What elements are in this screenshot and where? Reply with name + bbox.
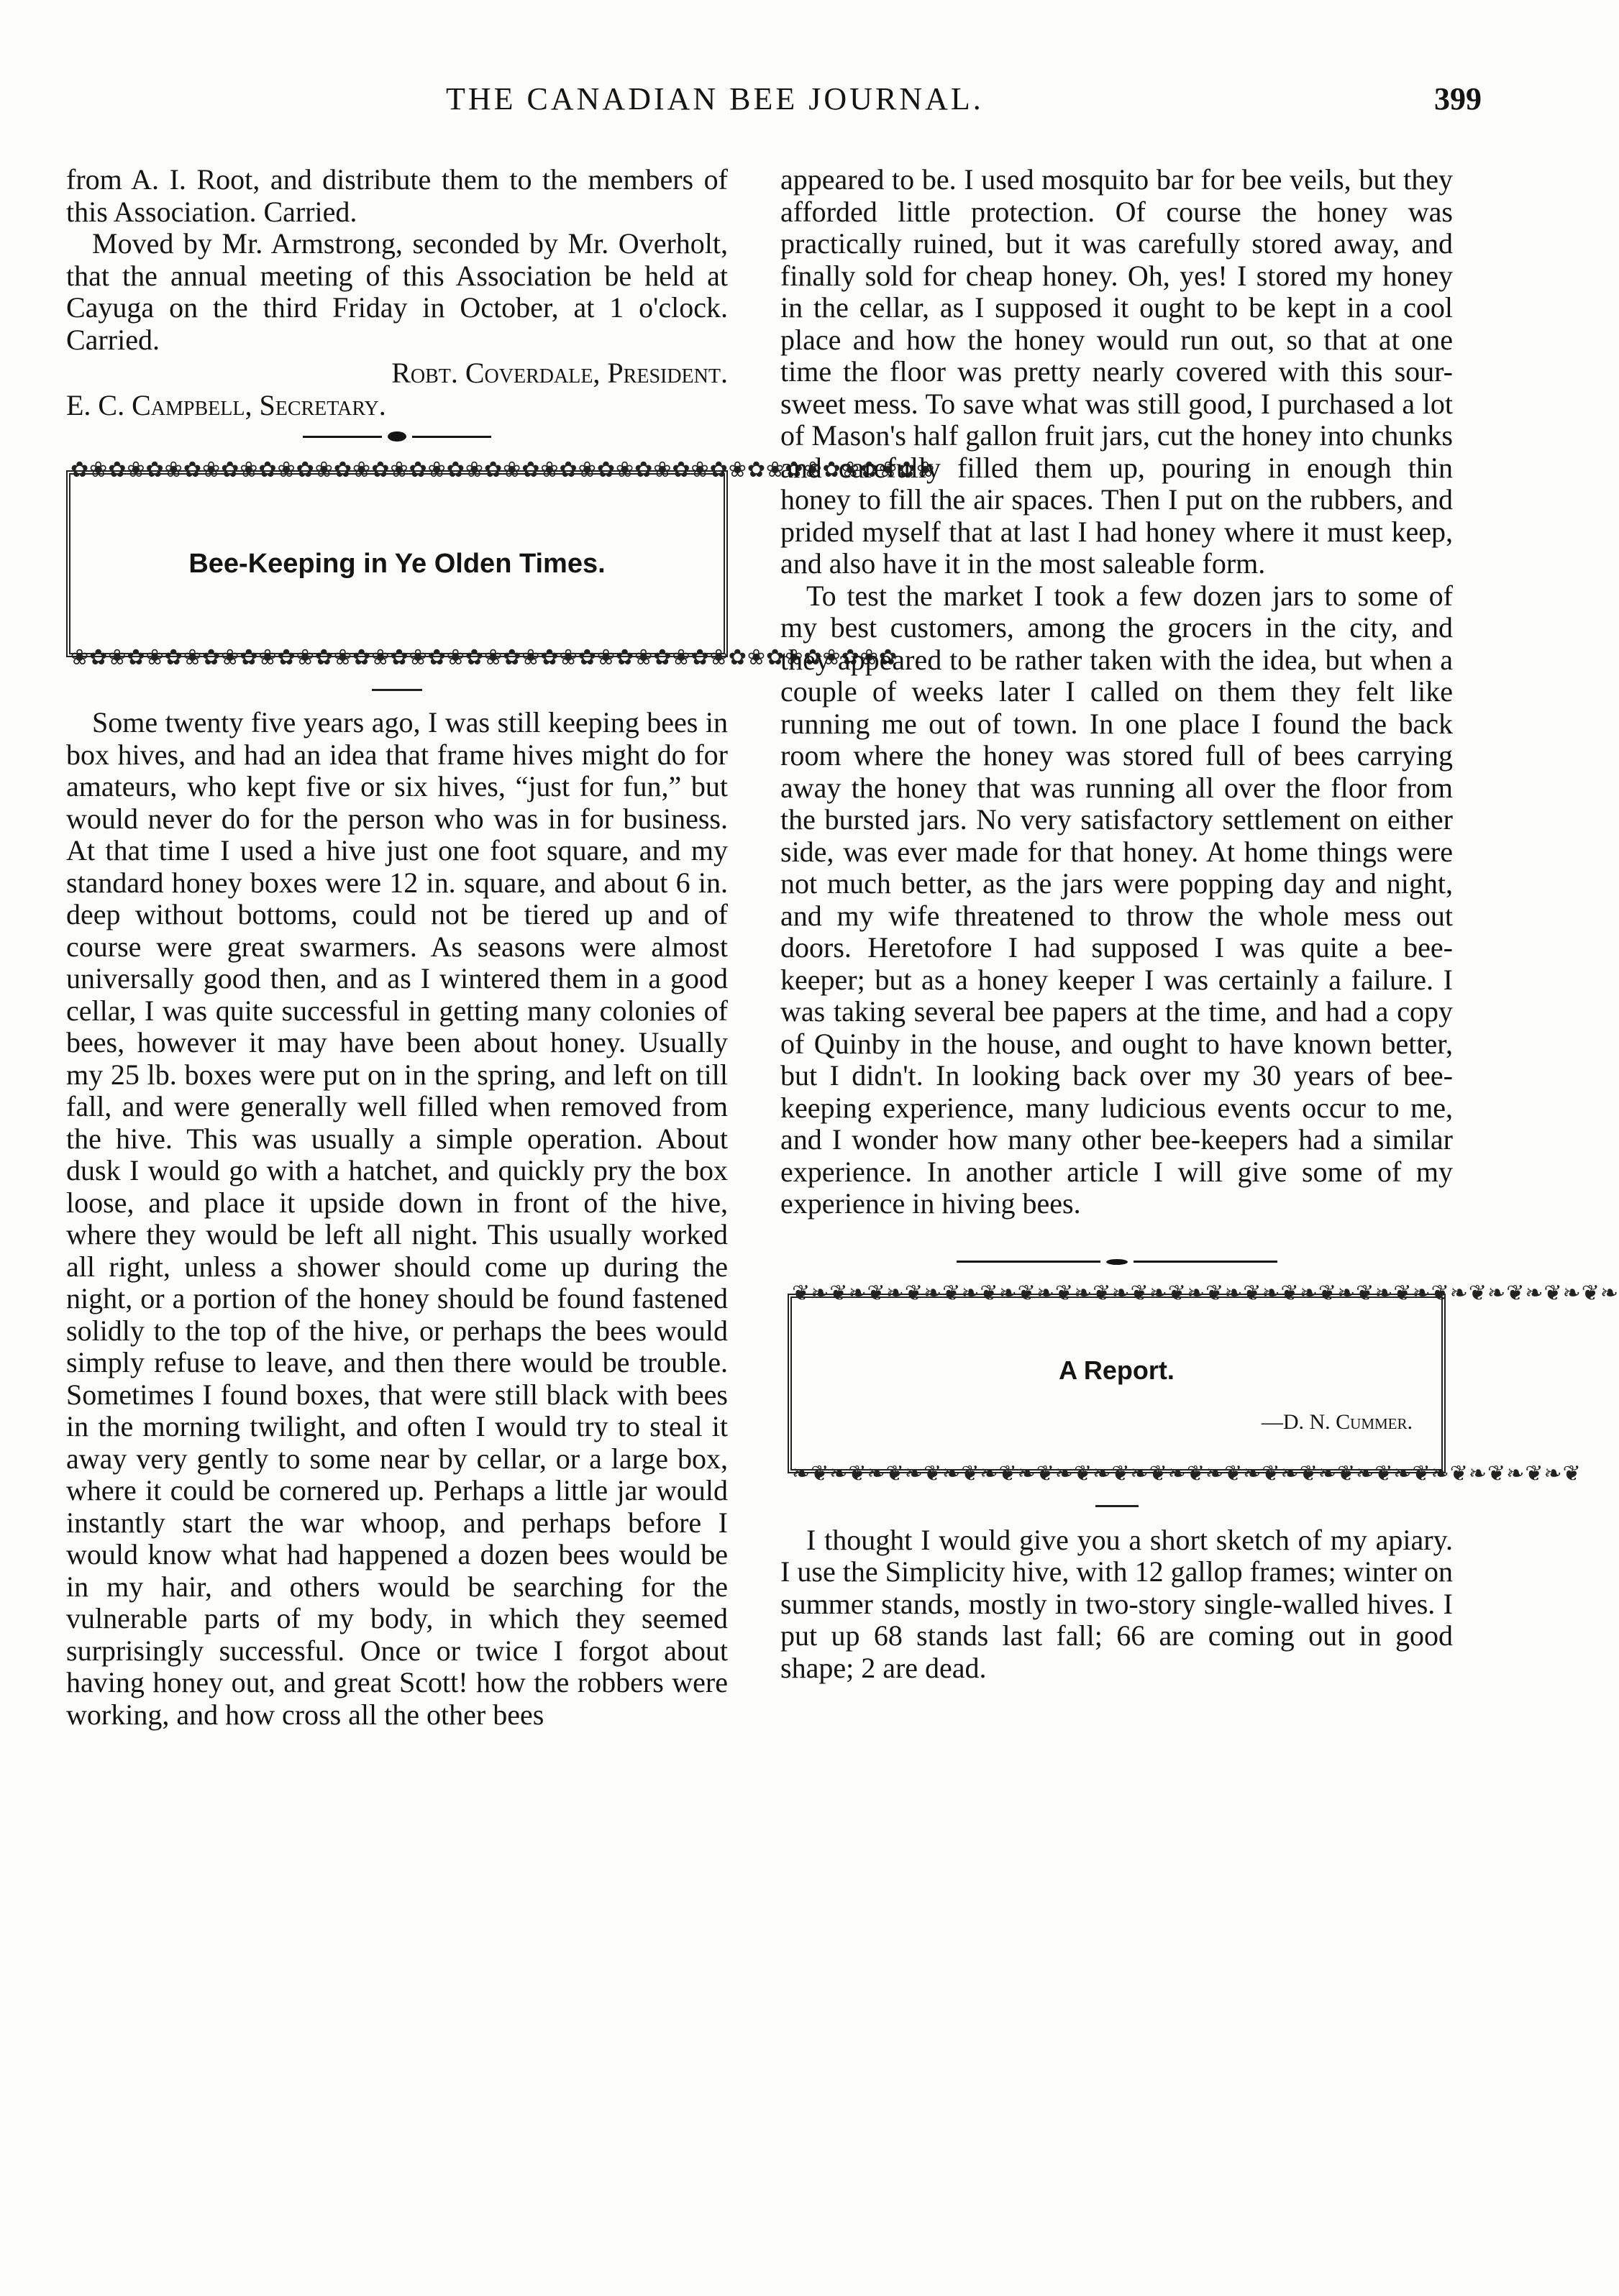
president-signature: Robt. Coverdale, President. — [391, 357, 728, 389]
report-body-paragraph: I thought I would give you a short sketch of my apiary. I use the Simplicity hive, with 12 gallop frames; winter on summer stands, mostly in two-story single-walled hives. I put up 68 stands last fall; 66 are coming out in good shape; 2 are dead. — [780, 1523, 1453, 1684]
article-continued-paragraph: appeared to be. I used mosquito bar for bee veils, but they afforded little protection. Of course the honey was practically ruined, but it was carefully stored away, and finally sold for cheap honey. Oh, yes! I stored my honey in the cellar, as I supposed it ought to be kept in a cool place and how the honey would run out, so that at one time the floor was pretty nearly covered with this sour-sweet mess. To save what was still good, I purchased a lot of Mason's half gallon fruit jars, cut the honey into chunks and carefully filled them up, pouring in enough thin honey to fill the air spaces. Then I put on the rubbers, and prided myself that at last I had honey where it must keep, and also have it in the most saleable form. — [780, 163, 1453, 580]
divider-ornament — [1106, 1259, 1128, 1265]
ornamental-border-top: ❦❧❦❧❦❧❦❧❦❧❦❧❦❧❦❧❦❧❦❧❦❧❦❧❦❧❦❧❦❧❦❧❦❧❦❧❦❧❦❧❦❧❦❧ — [792, 1281, 1619, 1305]
motion-paragraph: Moved by Mr. Armstrong, seconded by Mr. Overholt, that the annual meeting of this Association be held at Cayuga on the third Friday in October, at 1 o'clock. Carried. — [66, 227, 728, 356]
article-title-box — [66, 458, 936, 669]
report-author: —D. N. Cummer. — [1261, 1409, 1413, 1434]
divider-line — [412, 436, 491, 438]
short-rule — [1095, 1505, 1139, 1507]
secretary-signature: E. C. Campbell, Secretary. — [66, 388, 386, 421]
divider-ornament — [388, 431, 406, 442]
report-title-box — [788, 1281, 1619, 1486]
ornamental-border-top: ✿❀✿❀✿❀✿❀✿❀✿❀✿❀✿❀✿❀✿❀✿❀✿❀✿❀✿❀✿❀✿❀✿❀✿❀✿❀✿❀✿❀✿❀✿❀ — [70, 458, 936, 482]
right-column — [780, 163, 1619, 1684]
association-minutes-end: from A. I. Root, and distribute them to the members of this Association. Carried. — [66, 163, 728, 228]
page-number: 399 — [1434, 81, 1482, 116]
section-divider — [780, 1259, 1453, 1265]
left-column — [66, 163, 936, 1731]
divider-line — [303, 436, 382, 438]
section-divider — [66, 431, 728, 442]
article-body-paragraph: To test the market I took a few dozen jars to some of my best customers, among the grocers in the city, and they appeared to be rather taken with the idea, but when a couple of weeks later I called on them they felt like running me out of town. In one place I found the back room where the honey was stored full of bees carrying away the honey that was running all over the floor from the bursted jars. No very satisfactory settlement on either side, was ever made for that honey. At home things were not much better, as the jars were popping day and night, and my wife threatened to throw the whole mess out doors. Heretofore I had supposed I was quite a bee-keeper; but as a honey keeper I was certainly a failure. I was taking several bee papers at the time, and had a copy of Quinby in the house, and ought to have known better, but I didn't. In looking back over my 30 years of bee-keeping experience, many ludicious events occur to me, and I wonder how many other bee-keepers had a similar experience. In another article I will give some of my experience in hiving bees. — [780, 579, 1453, 1220]
divider-line — [957, 1261, 1100, 1263]
short-rule — [372, 689, 422, 691]
ornamental-border-bottom: ❀✿❀✿❀✿❀✿❀✿❀✿❀✿❀✿❀✿❀✿❀✿❀✿❀✿❀✿❀✿❀✿❀✿❀✿❀✿❀✿❀✿❀✿ — [70, 646, 898, 669]
ornamental-border-bottom: ❧❦❧❦❧❦❧❦❧❦❧❦❧❦❧❦❧❦❧❦❧❦❧❦❧❦❧❦❧❦❧❦❧❦❧❦❧❦❧❦❧❦ — [792, 1461, 1582, 1486]
page-header — [432, 81, 1482, 131]
report-title: A Report. — [1059, 1355, 1175, 1385]
running-head: THE CANADIAN BEE JOURNAL. — [446, 81, 984, 116]
divider-line — [1134, 1261, 1277, 1263]
article-body-paragraph: Some twenty five years ago, I was still keeping bees in box hives, and had an idea that frame hives might do for amateurs, who kept five or six hives, “just for fun,” but would never do for the person who was in for business. At that time I used a hive just one foot square, and my standard honey boxes were 12 in. square, and about 6 in. deep without bottoms, could not be tiered up and of course were great swarmers. As seasons were almost universally good then, and as I wintered them in a good cellar, I was quite successful in getting many colonies of bees, however it may have been about honey. Usually my 25 lb. boxes were put on in the spring, and left on till fall, and were generally well filled when removed from the hive. This was usually a simple operation. About dusk I would go with a hatchet, and quickly pry the box loose, and place it upside down in front of the hive, where they would be left all night. This usually worked all right, unless a shower should come up during the night, or a portion of the honey should be found fastened solidly to the top of the hive, or perhaps the bees would simply refuse to leave, and then there would be trouble. Sometimes I found boxes, that were still black with bees in the morning twilight, and often I would try to steal it away very gently to some near by cellar, or a large box, where it could be cornered up. Perhaps a little jar would instantly start the war whoop, and perhaps before I would know what had happened a dozen bees would be in my hair, and others would be searching for the vulnerable parts of my body, in which they seemed surprisingly successful. Once or twice I forgot about having honey out, and great Scott! how the robbers were working, and how cross all the other bees — [66, 706, 728, 1731]
article-title: Bee-Keeping in Ye Olden Times. — [188, 548, 606, 579]
